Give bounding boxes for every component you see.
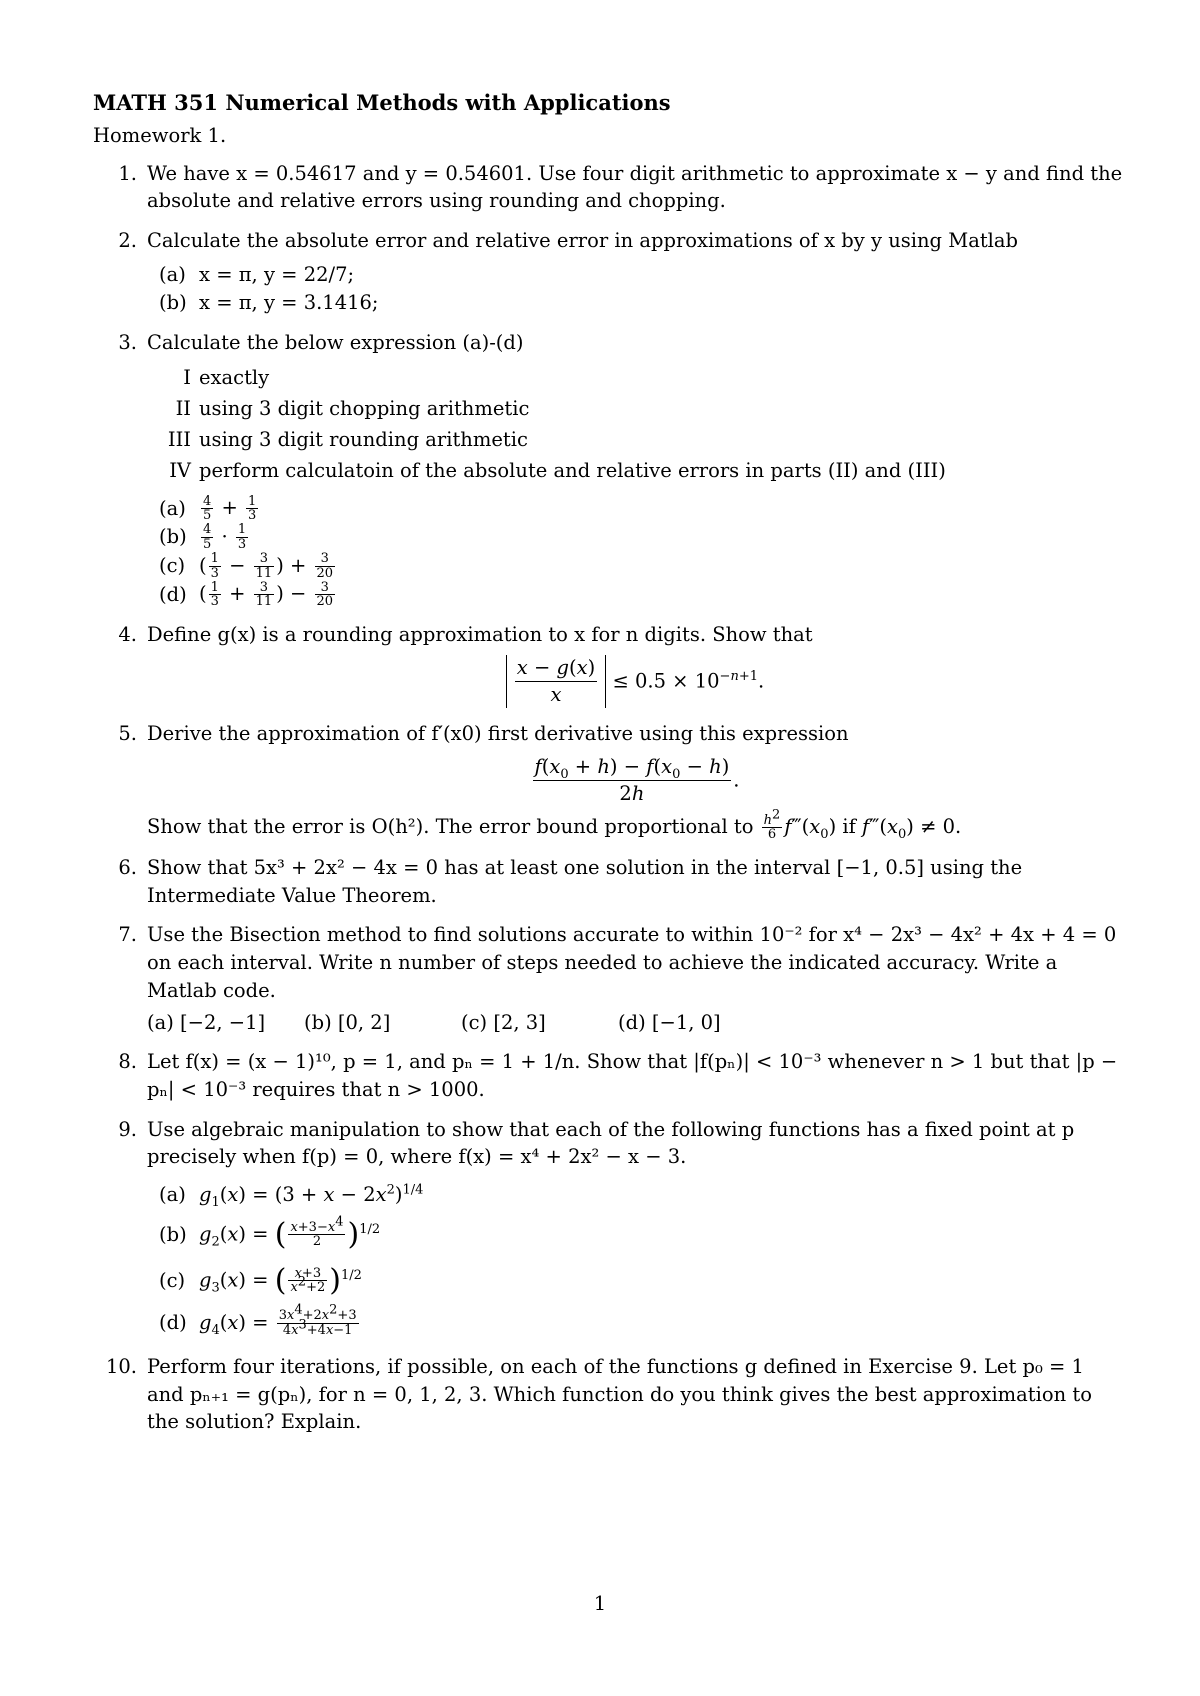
interval-list — [147, 1009, 1123, 1037]
part-list — [159, 494, 1123, 609]
problem-text: Calculate the below expression (a)-(d) — [147, 330, 524, 354]
problem-1 — [93, 160, 1123, 215]
roman-item: IV perform calculatoin of the absolute and relative errors in parts (II) and (III) — [169, 459, 946, 483]
problem-text: Derive the approximation of f′(x0) first derivative using this expression — [147, 722, 849, 746]
part-label: (a) — [159, 262, 186, 286]
problem-4 — [93, 621, 1123, 708]
problem-text: Define g(x) is a rounding approximation to x for n digits. Show that — [147, 622, 813, 646]
expression: $g_4(x)$ = $\frac{3x^4+2x^2+3}{4x^3+4x-1}$ — [199, 1302, 357, 1338]
problem-text: Let f(x) = (x − 1)¹⁰, p = 1, and pₙ = 1 + 1/n. Show that |f(pₙ)| < 10⁻³ whenever n > 1 but that |p − pₙ| < 10⁻³ requires that n > 1000. — [147, 1050, 1118, 1101]
roman-item: I exactly — [183, 366, 270, 390]
page-title: MATH 351 Numerical Methods with Applications — [93, 90, 671, 115]
problem-list — [93, 160, 1123, 1437]
follow-up-text: Show that the error is O(h²). The error bound proportional to $\frac{h^2}{6}$ $f‴(x_0)$ if $f‴(x_0) \ne 0$. — [147, 807, 962, 843]
problem-7 — [93, 921, 1123, 1036]
part-item: (c) ( $\frac{1}{3}$ − $\frac{3}{11}$ ) + $\frac{3}{20}$ — [159, 552, 1123, 581]
problem-10 — [93, 1353, 1123, 1436]
expression: $\frac{4}{5}$ + $\frac{1}{3}$ — [203, 493, 257, 524]
problem-number: 8. — [118, 1050, 137, 1074]
problem-3 — [93, 329, 1123, 609]
problem-text: Calculate the absolute error and relative error in approximations of x by y using Matlab — [147, 228, 1019, 252]
part-item: (b) $g_2(x)$ = ( $\frac{x+3-x^4}{2}$ )$^{1/2}$ — [159, 1214, 381, 1252]
expression: $g_3(x)$ = ( $\frac{x+3}{x^2+2}$ )$^{1/2}$ — [199, 1262, 362, 1298]
problem-number: 9. — [118, 1117, 137, 1141]
part-list — [159, 1177, 1123, 1341]
interval-item: (c) [2, 3] — [461, 1010, 546, 1034]
display-equation: $\frac{f(x_0 + h) - f(x_0 - h)}{2h}$ . — [534, 754, 740, 806]
problem-number: 3. — [118, 330, 137, 354]
problem-8 — [93, 1048, 1123, 1103]
expression: $g_2(x)$ = ( $\frac{x+3-x^4}{2}$ )$^{1/2}$ — [199, 1214, 381, 1252]
part-item — [159, 289, 1123, 317]
problem-number: 2. — [118, 228, 137, 252]
problem-number: 7. — [118, 923, 137, 947]
interval-item: (b) [0, 2] — [304, 1010, 391, 1034]
part-item: (a) $\frac{4}{5}$ + $\frac{1}{3}$ — [159, 494, 1123, 523]
expression: $g_1(x) = (3 + x - 2x^2)^{1/4}$ — [199, 1182, 424, 1210]
problem-number: 1. — [118, 161, 137, 185]
part-item: (c) $g_3(x)$ = ( $\frac{x+3}{x^2+2}$ )$^{1/2}$ — [159, 1262, 362, 1298]
problem-5 — [93, 720, 1123, 842]
problem-text: Show that 5x³ + 2x² − 4x = 0 has at least one solution in the interval [−1, 0.5] using the Intermediate Value Theorem. — [147, 856, 1023, 907]
part-text: x = π, y = 3.1416; — [199, 290, 379, 314]
part-item: (a) $g_1(x) = (3 + x - 2x^2)^{1/4}$ — [159, 1182, 424, 1210]
part-list — [159, 261, 1123, 317]
expression: ( $\frac{1}{3}$ + $\frac{3}{11}$ ) − $\frac{3}{20}$ — [199, 579, 334, 610]
document-page — [93, 88, 1123, 1448]
part-text: x = π, y = 22/7; — [199, 262, 355, 286]
problem-text: We have x = 0.54617 and y = 0.54601. Use four digit arithmetic to approximate x − y and find the absolute and relative errors using rounding and chopping. — [147, 161, 1123, 213]
roman-item: III using 3 digit rounding arithmetic — [167, 428, 528, 452]
problem-6 — [93, 854, 1123, 909]
problem-number: 10. — [105, 1354, 137, 1378]
problem-number: 5. — [118, 722, 137, 746]
part-label: (b) — [159, 290, 187, 314]
display-equation: $\frac{x - g(x)}{x}$ ≤ $0.5 \times 10^{-n+1}$. — [147, 655, 1123, 709]
interval-item: (d) [−1, 0] — [618, 1010, 721, 1034]
expression: $\frac{4}{5}$ · $\frac{1}{3}$ — [203, 522, 247, 552]
problem-text: Use algebraic manipulation to show that each of the following functions has a fixed point at p precisely when f(p) = 0, where f(x) = x⁴ + 2x² − x − 3. — [147, 1117, 1075, 1169]
problem-number: 6. — [118, 856, 137, 880]
interval-item: (a) [−2, −1] — [147, 1010, 266, 1034]
expression: ( $\frac{1}{3}$ − $\frac{3}{11}$ ) + $\frac{3}{20}$ — [199, 550, 334, 581]
roman-list — [147, 364, 1123, 488]
problem-2 — [93, 227, 1123, 317]
page-number: 1 — [593, 1592, 607, 1615]
roman-item: II using 3 digit chopping arithmetic — [175, 397, 530, 421]
part-item: (d) $g_4(x)$ = $\frac{3x^4+2x^2+3}{4x^3+4x-1}$ — [159, 1305, 1123, 1341]
page-subtitle: Homework 1. — [93, 123, 227, 147]
problem-9 — [93, 1116, 1123, 1341]
problem-number: 4. — [118, 622, 137, 646]
part-item: (d) ( $\frac{1}{3}$ + $\frac{3}{11}$ ) − $\frac{3}{20}$ — [159, 580, 1123, 609]
problem-text: Perform four iterations, if possible, on each of the functions g defined in Exercise 9. Let p₀ = 1 and pₙ₊₁ = g(pₙ), for n = 0, 1, 2, 3. Which function do you think gives the best approximation to the solution? Explain. — [147, 1354, 1092, 1434]
part-item — [159, 261, 1123, 289]
problem-text: Use the Bisection method to find solutions accurate to within 10⁻² for x⁴ − 2x³ − 4x² + 4x + 4 = 0 on each interval. Write n number of steps needed to achieve the indicated accuracy. Write a Matlab code. — [147, 923, 1117, 1002]
part-item: (b) $\frac{4}{5}$ · $\frac{1}{3}$ — [159, 523, 1123, 552]
